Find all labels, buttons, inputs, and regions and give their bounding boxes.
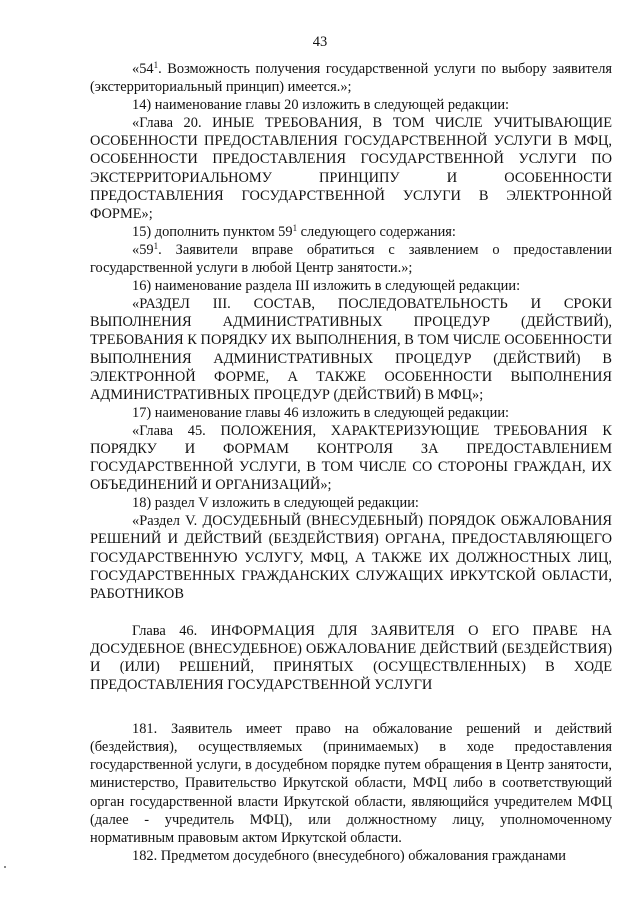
paragraph-amend-18: 18) раздел V изложить в следующей редакции: [132,495,419,512]
document-body [90,60,612,865]
paragraph-amend-14: 14) наименование главы 20 изложить в следующей редакции: [132,97,510,114]
paragraph-item-59-1: «$59^1$. Заявители вправе обратиться с заявлением о предоставлении государственной услуги в любой Центр занятости.»; [90,240,612,277]
page-number: 43 [312,34,328,50]
paragraph-amend-15: 15) дополнить пунктом $59^1$ следующего содержания: [132,222,456,240]
paragraph-chapter-45-title: «Глава 45. ПОЛОЖЕНИЯ, ХАРАКТЕРИЗУЮЩИЕ ТРЕБОВАНИЯ К ПОРЯДКУ И ФОРМАМ КОНТРОЛЯ ЗА ПРЕДОСТАВЛЕНИЕМ ГОСУДАРСТВЕННОЙ УСЛУГИ, В ТОМ ЧИСЛЕ СО СТОРОНЫ ГРАЖДАН, ИХ ОБЪЕДИНЕНИЙ И ОРГАНИЗАЦИЙ»; [90,422,612,494]
paragraph-section-5-title: «Раздел V. ДОСУДЕБНЫЙ (ВНЕСУДЕБНЫЙ) ПОРЯДОК ОБЖАЛОВАНИЯ РЕШЕНИЙ И ДЕЙСТВИЙ (БЕЗДЕЙСТВИЯ) ОРГАНА, ПРЕДОСТАВЛЯЮЩЕГО ГОСУДАРСТВЕННУЮ УСЛУГУ, МФЦ, А ТАКЖЕ ИХ ДОЛЖНОСТНЫХ ЛИЦ, ГОСУДАРСТВЕННЫХ ГРАЖДАНСКИХ СЛУЖАЩИХ ИРКУТСКОЙ ОБЛАСТИ, РАБОТНИКОВ [90,513,612,602]
paragraph-item-181: 181. Заявитель имеет право на обжалование решений и действий (бездействия), осуществляемых (принимаемых) в ходе предоставления государственной услуги, в досудебном порядке путем обращения в Центр занятости, министерство, Правительство Иркутской области, МФЦ либо в соответствующий орган государственной власти Иркутской области, являющийся учредителем МФЦ (далее - учредитель МФЦ), или должностному лицу, уполномоченному нормативным правовым актом Иркутской области. [90,721,612,846]
paragraph-section-3-title: «РАЗДЕЛ III. СОСТАВ, ПОСЛЕДОВАТЕЛЬНОСТЬ И СРОКИ ВЫПОЛНЕНИЯ АДМИНИСТРАТИВНЫХ ПРОЦЕДУР (ДЕЙСТВИЙ), ТРЕБОВАНИЯ К ПОРЯДКУ ИХ ВЫПОЛНЕНИЯ, В ТОМ ЧИСЛЕ ОСОБЕННОСТИ ВЫПОЛНЕНИЯ АДМИНИСТРАТИВНЫХ ПРОЦЕДУР (ДЕЙСТВИЙ) В ЭЛЕКТРОННОЙ ФОРМЕ, А ТАКЖЕ ОСОБЕННОСТИ ВЫПОЛНЕНИЯ АДМИНИСТРАТИВНЫХ ПРОЦЕДУР (ДЕЙСТВИЙ) В МФЦ»; [90,296,612,403]
paragraph-chapter-46-title: Глава 46. ИНФОРМАЦИЯ ДЛЯ ЗАЯВИТЕЛЯ О ЕГО ПРАВЕ НА ДОСУДЕБНОЕ (ВНЕСУДЕБНОЕ) ОБЖАЛОВАНИЕ ДЕЙСТВИЙ (БЕЗДЕЙСТВИЯ) И (ИЛИ) РЕШЕНИЙ, ПРИНЯТЫХ (ОСУЩЕСТВЛЕННЫХ) В ХОДЕ ПРЕДОСТАВЛЕНИЯ ГОСУДАРСТВЕННОЙ УСЛУГИ [90,622,612,694]
scan-speck [4,866,6,868]
paragraph-item-54-1: «$54^1$. Возможность получения государственной услуги по выбору заявителя (экстерриториальный принцип) имеется.»; [90,60,612,96]
paragraph-chapter-20-title: «Глава 20. ИНЫЕ ТРЕБОВАНИЯ, В ТОМ ЧИСЛЕ УЧИТЫВАЮЩИЕ ОСОБЕННОСТИ ПРЕДОСТАВЛЕНИЯ ГОСУДАРСТВЕННОЙ УСЛУГИ В МФЦ, ОСОБЕННОСТИ ПРЕДОСТАВЛЕНИЯ ГОСУДАРСТВЕННОЙ УСЛУГИ ПО ЭКСТЕРРИТОРИАЛЬНОМУ ПРИНЦИПУ И ОСОБЕННОСТИ ПРЕДОСТАВЛЕНИЯ ГОСУДАРСТВЕННОЙ УСЛУГИ В ЭЛЕКТРОННОЙ ФОРМЕ»; [90,115,612,222]
paragraph-item-182: 182. Предметом досудебного (внесудебного) обжалования гражданами [132,847,566,864]
paragraph-amend-16: 16) наименование раздела III изложить в следующей редакции: [132,278,521,295]
paragraph-amend-17: 17) наименование главы 46 изложить в следующей редакции: [132,404,510,421]
